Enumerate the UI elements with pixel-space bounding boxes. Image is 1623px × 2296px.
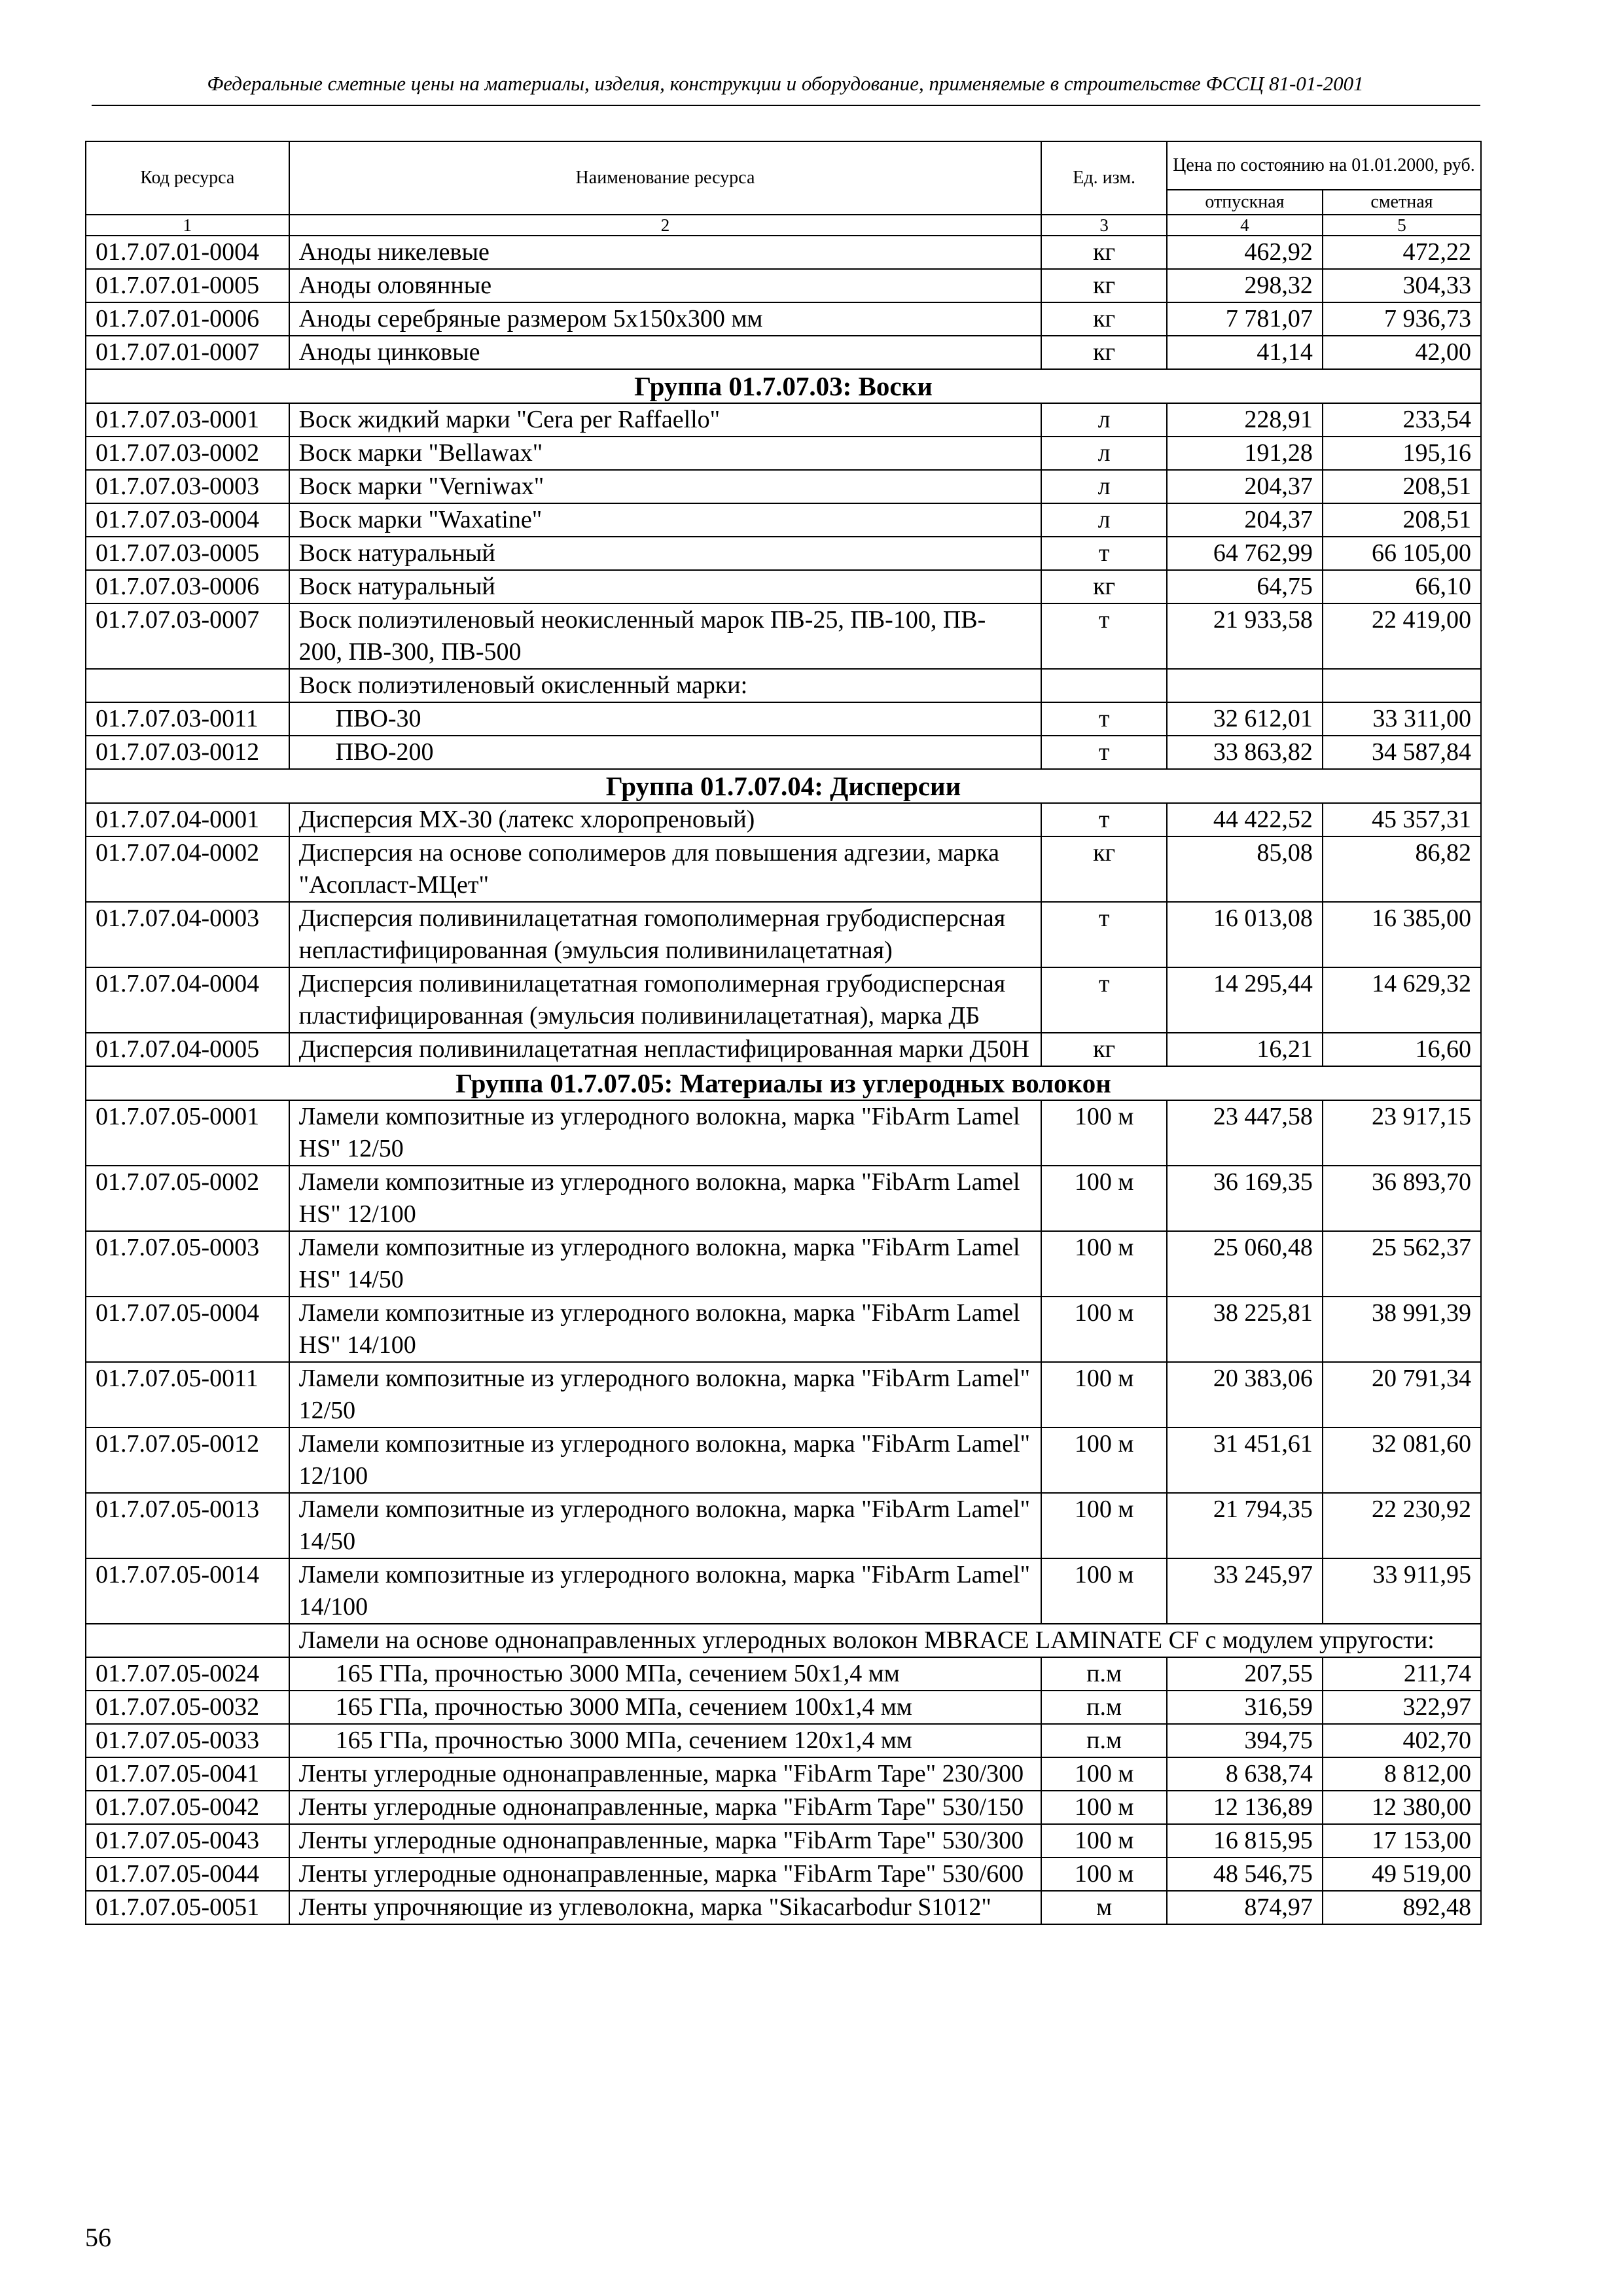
table-row [86,403,1481,437]
estimate-price: 66 105,00 [1323,537,1481,570]
unit: 100 м [1041,1427,1167,1493]
resource-code: 01.7.07.01-0005 [86,269,289,302]
unit: л [1041,503,1167,537]
resource-name: Дисперсия поливинилацетатная гомополимерная грубодисперсная пластифицированная (эмульсия поливинилацетатная), марка ДБ [289,967,1042,1033]
table-row [86,736,1481,769]
resource-name: ПВО-30 [335,705,421,732]
table-row [86,503,1481,537]
resource-code: 01.7.07.03-0004 [86,503,289,537]
empty-cell [1323,669,1481,702]
unit: л [1041,403,1167,437]
resource-code: 01.7.07.05-0012 [86,1427,289,1493]
resource-code: 01.7.07.03-0005 [86,537,289,570]
resource-name: Ламели композитные из углеродного волокна, марка "FibArm Lamel HS" 14/50 [289,1231,1042,1297]
unit: кг [1041,302,1167,336]
resource-name-cell [289,1657,1042,1691]
resource-code: 01.7.07.03-0006 [86,570,289,603]
estimate-price: 42,00 [1323,336,1481,369]
estimate-price: 17 153,00 [1323,1824,1481,1857]
table-row [86,803,1481,836]
unit: кг [1041,269,1167,302]
resource-code: 01.7.07.05-0001 [86,1100,289,1166]
col-number: 4 [1167,215,1323,236]
release-price: 204,37 [1167,470,1323,503]
table-row [86,437,1481,470]
empty-cell [1167,669,1323,702]
unit: п.м [1041,1691,1167,1724]
resource-code: 01.7.07.05-0024 [86,1657,289,1691]
group-heading: Группа 01.7.07.05: Материалы из углеродных волокон [86,1066,1481,1100]
resource-name: 165 ГПа, прочностью 3000 МПа, сечением 100x1,4 мм [335,1693,912,1721]
estimate-price: 38 991,39 [1323,1297,1481,1362]
release-price: 204,37 [1167,503,1323,537]
estimate-price: 25 562,37 [1323,1231,1481,1297]
resource-name: Аноды оловянные [289,269,1042,302]
subheader-row [86,669,1481,702]
unit: 100 м [1041,1558,1167,1624]
release-price: 207,55 [1167,1657,1323,1691]
resource-name: Воск жидкий марки "Cera per Raffaello" [289,403,1042,437]
table-row [86,1493,1481,1558]
release-price: 12 136,89 [1167,1791,1323,1824]
estimate-price: 22 230,92 [1323,1493,1481,1558]
resource-name: Ленты углеродные однонаправленные, марка "FibArm Tape" 230/300 [289,1757,1042,1791]
table-row [86,967,1481,1033]
estimate-price: 7 936,73 [1323,302,1481,336]
unit: 100 м [1041,1297,1167,1362]
resource-name: 165 ГПа, прочностью 3000 МПа, сечением 120x1,4 мм [335,1727,912,1754]
table-row [86,1231,1481,1297]
resource-name: Ламели композитные из углеродного волокна, марка "FibArm Lamel HS" 14/100 [289,1297,1042,1362]
header-unit: Ед. изм. [1041,141,1167,215]
group-row [86,369,1481,403]
empty-cell [86,669,289,702]
table-row [86,1724,1481,1757]
unit: т [1041,967,1167,1033]
resource-code: 01.7.07.04-0005 [86,1033,289,1066]
release-price: 20 383,06 [1167,1362,1323,1427]
release-price: 36 169,35 [1167,1166,1323,1231]
unit: кг [1041,336,1167,369]
release-price: 44 422,52 [1167,803,1323,836]
table-row [86,1427,1481,1493]
resource-name: Ламели композитные из углеродного волокна, марка "FibArm Lamel" 14/100 [289,1558,1042,1624]
table-row [86,1691,1481,1724]
unit: кг [1041,570,1167,603]
resource-name: Ламели композитные из углеродного волокна, марка "FibArm Lamel" 12/50 [289,1362,1042,1427]
estimate-price: 233,54 [1323,403,1481,437]
unit: л [1041,437,1167,470]
release-price: 64 762,99 [1167,537,1323,570]
unit: 100 м [1041,1231,1167,1297]
header-estimate: сметная [1323,190,1481,215]
release-price: 48 546,75 [1167,1857,1323,1891]
resource-code: 01.7.07.05-0004 [86,1297,289,1362]
unit: 100 м [1041,1857,1167,1891]
resource-code: 01.7.07.03-0002 [86,437,289,470]
page-header: Федеральные сметные цены на материалы, изделия, конструкции и оборудование, применяемые в строительстве ФССЦ 81-01-2001 [207,72,1364,95]
table-row [86,1100,1481,1166]
resource-name: Дисперсия поливинилацетатная гомополимерная грубодисперсная непластифицированная (эмульсия поливинилацетатная) [289,902,1042,967]
estimate-price: 8 812,00 [1323,1757,1481,1791]
resource-name: 165 ГПа, прочностью 3000 МПа, сечением 50x1,4 мм [335,1660,900,1687]
estimate-price: 22 419,00 [1323,603,1481,669]
table-row [86,470,1481,503]
release-price: 316,59 [1167,1691,1323,1724]
estimate-price: 322,97 [1323,1691,1481,1724]
resource-name: Воск марки "Waxatine" [289,503,1042,537]
unit: т [1041,902,1167,967]
resource-name-cell [289,1724,1042,1757]
table-row [86,902,1481,967]
estimate-price: 33 911,95 [1323,1558,1481,1624]
unit: п.м [1041,1724,1167,1757]
resource-code: 01.7.07.05-0014 [86,1558,289,1624]
resource-code: 01.7.07.03-0012 [86,736,289,769]
unit: п.м [1041,1657,1167,1691]
resource-name: Ламели композитные из углеродного волокна, марка "FibArm Lamel" 12/100 [289,1427,1042,1493]
unit: кг [1041,836,1167,902]
resource-code: 01.7.07.03-0003 [86,470,289,503]
estimate-price: 12 380,00 [1323,1791,1481,1824]
table-row [86,1891,1481,1924]
resource-code: 01.7.07.03-0001 [86,403,289,437]
estimate-price: 49 519,00 [1323,1857,1481,1891]
resource-code: 01.7.07.01-0004 [86,236,289,269]
resource-code: 01.7.07.03-0011 [86,702,289,736]
group-heading: Группа 01.7.07.03: Воски [86,369,1481,403]
resource-name: Воск натуральный [289,537,1042,570]
estimate-price: 66,10 [1323,570,1481,603]
resource-name: Воск марки "Verniwax" [289,470,1042,503]
page-number: 56 [85,2223,111,2252]
table-row [86,1033,1481,1066]
table-row [86,336,1481,369]
estimate-price: 16 385,00 [1323,902,1481,967]
price-table [85,141,1482,1925]
resource-name: Аноды цинковые [289,336,1042,369]
estimate-price: 208,51 [1323,503,1481,537]
release-price: 32 612,01 [1167,702,1323,736]
resource-name: Ламели композитные из углеродного волокна, марка "FibArm Lamel" 14/50 [289,1493,1042,1558]
estimate-price: 23 917,15 [1323,1100,1481,1166]
release-price: 874,97 [1167,1891,1323,1924]
header-release: отпускная [1167,190,1323,215]
resource-name-cell [289,736,1042,769]
resource-name: Дисперсия поливинилацетатная непластифицированная марки Д50Н [289,1033,1042,1066]
resource-name: Аноды серебряные размером 5x150x300 мм [289,302,1042,336]
resource-name: ПВО-200 [335,738,434,766]
release-price: 38 225,81 [1167,1297,1323,1362]
release-price: 31 451,61 [1167,1427,1323,1493]
table-row [86,570,1481,603]
group-heading: Группа 01.7.07.04: Дисперсии [86,769,1481,803]
release-price: 394,75 [1167,1724,1323,1757]
release-price: 21 794,35 [1167,1493,1323,1558]
estimate-price: 20 791,34 [1323,1362,1481,1427]
release-price: 41,14 [1167,336,1323,369]
unit: л [1041,470,1167,503]
resource-code: 01.7.07.04-0004 [86,967,289,1033]
unit: т [1041,603,1167,669]
header-rule [92,105,1480,106]
col-number: 5 [1323,215,1481,236]
resource-name: Ленты углеродные однонаправленные, марка "FibArm Tape" 530/600 [289,1857,1042,1891]
header-price: Цена по состоянию на 01.01.2000, руб. [1167,141,1481,190]
unit: 100 м [1041,1362,1167,1427]
estimate-price: 211,74 [1323,1657,1481,1691]
table-row [86,1857,1481,1891]
resource-name: Ленты упрочняющие из углеволокна, марка "Sikacarbodur S1012" [289,1891,1042,1924]
estimate-price: 892,48 [1323,1891,1481,1924]
unit: 100 м [1041,1791,1167,1824]
resource-code: 01.7.07.05-0051 [86,1891,289,1924]
subheader-text: Ламели на основе однонаправленных углеродных волокон MBRACE LAMINATE CF с модулем упругости: [289,1624,1481,1657]
table-row [86,1166,1481,1231]
release-price: 298,32 [1167,269,1323,302]
group-row [86,1066,1481,1100]
table-row [86,1362,1481,1427]
estimate-price: 33 311,00 [1323,702,1481,736]
resource-name: Воск натуральный [289,570,1042,603]
release-price: 16,21 [1167,1033,1323,1066]
table-row [86,1824,1481,1857]
estimate-price: 14 629,32 [1323,967,1481,1033]
resource-code: 01.7.07.05-0042 [86,1791,289,1824]
resource-code: 01.7.07.05-0041 [86,1757,289,1791]
group-row [86,769,1481,803]
resource-code: 01.7.07.05-0003 [86,1231,289,1297]
resource-code: 01.7.07.05-0033 [86,1724,289,1757]
subheader-text: Воск полиэтиленовый окисленный марки: [289,669,1042,702]
release-price: 228,91 [1167,403,1323,437]
estimate-price: 16,60 [1323,1033,1481,1066]
resource-code: 01.7.07.05-0044 [86,1857,289,1891]
unit: т [1041,736,1167,769]
release-price: 7 781,07 [1167,302,1323,336]
table-row [86,1791,1481,1824]
release-price: 25 060,48 [1167,1231,1323,1297]
resource-name: Воск марки "Bellawax" [289,437,1042,470]
resource-code: 01.7.07.04-0001 [86,803,289,836]
release-price: 23 447,58 [1167,1100,1323,1166]
estimate-price: 195,16 [1323,437,1481,470]
estimate-price: 304,33 [1323,269,1481,302]
resource-name-cell [289,702,1042,736]
estimate-price: 402,70 [1323,1724,1481,1757]
resource-code: 01.7.07.05-0011 [86,1362,289,1427]
unit: 100 м [1041,1757,1167,1791]
table-row [86,1558,1481,1624]
table-row [86,537,1481,570]
empty-cell [86,1624,289,1657]
unit: 100 м [1041,1824,1167,1857]
unit: т [1041,702,1167,736]
header-name: Наименование ресурса [289,141,1042,215]
unit: т [1041,803,1167,836]
unit: 100 м [1041,1166,1167,1231]
resource-name: Ламели композитные из углеродного волокна, марка "FibArm Lamel HS" 12/100 [289,1166,1042,1231]
release-price: 64,75 [1167,570,1323,603]
table-row [86,1757,1481,1791]
table-row [86,236,1481,269]
unit: кг [1041,236,1167,269]
unit: кг [1041,1033,1167,1066]
resource-name: Воск полиэтиленовый неокисленный марок ПВ-25, ПВ-100, ПВ- 200, ПВ-300, ПВ-500 [289,603,1042,669]
resource-code: 01.7.07.05-0032 [86,1691,289,1724]
estimate-price: 36 893,70 [1323,1166,1481,1231]
unit: т [1041,537,1167,570]
estimate-price: 472,22 [1323,236,1481,269]
empty-cell [1041,669,1167,702]
estimate-price: 86,82 [1323,836,1481,902]
release-price: 16 815,95 [1167,1824,1323,1857]
release-price: 8 638,74 [1167,1757,1323,1791]
resource-code: 01.7.07.03-0007 [86,603,289,669]
table-row [86,1657,1481,1691]
col-number: 2 [289,215,1042,236]
resource-name: Ламели композитные из углеродного волокна, марка "FibArm Lamel HS" 12/50 [289,1100,1042,1166]
col-number: 3 [1041,215,1167,236]
resource-name: Дисперсия МХ-30 (латекс хлоропреновый) [289,803,1042,836]
estimate-price: 34 587,84 [1323,736,1481,769]
release-price: 33 863,82 [1167,736,1323,769]
table-row [86,302,1481,336]
resource-code: 01.7.07.04-0003 [86,902,289,967]
resource-code: 01.7.07.05-0043 [86,1824,289,1857]
table-row [86,603,1481,669]
unit: 100 м [1041,1100,1167,1166]
release-price: 462,92 [1167,236,1323,269]
unit: 100 м [1041,1493,1167,1558]
release-price: 191,28 [1167,437,1323,470]
table-row [86,836,1481,902]
estimate-price: 208,51 [1323,470,1481,503]
resource-code: 01.7.07.01-0006 [86,302,289,336]
table-row [86,702,1481,736]
unit: м [1041,1891,1167,1924]
resource-code: 01.7.07.05-0002 [86,1166,289,1231]
resource-code: 01.7.07.01-0007 [86,336,289,369]
estimate-price: 32 081,60 [1323,1427,1481,1493]
table-row [86,269,1481,302]
resource-code: 01.7.07.04-0002 [86,836,289,902]
resource-name: Аноды никелевые [289,236,1042,269]
resource-name: Ленты углеродные однонаправленные, марка "FibArm Tape" 530/300 [289,1824,1042,1857]
col-number: 1 [86,215,289,236]
resource-code: 01.7.07.05-0013 [86,1493,289,1558]
resource-name-cell [289,1691,1042,1724]
resource-name: Ленты углеродные однонаправленные, марка "FibArm Tape" 530/150 [289,1791,1042,1824]
table-row [86,1297,1481,1362]
estimate-price: 45 357,31 [1323,803,1481,836]
release-price: 16 013,08 [1167,902,1323,967]
subheader-row [86,1624,1481,1657]
release-price: 33 245,97 [1167,1558,1323,1624]
release-price: 21 933,58 [1167,603,1323,669]
resource-name: Дисперсия на основе сополимеров для повышения адгезии, марка "Асопласт-МЦет" [289,836,1042,902]
release-price: 14 295,44 [1167,967,1323,1033]
header-code: Код ресурса [86,141,289,215]
release-price: 85,08 [1167,836,1323,902]
